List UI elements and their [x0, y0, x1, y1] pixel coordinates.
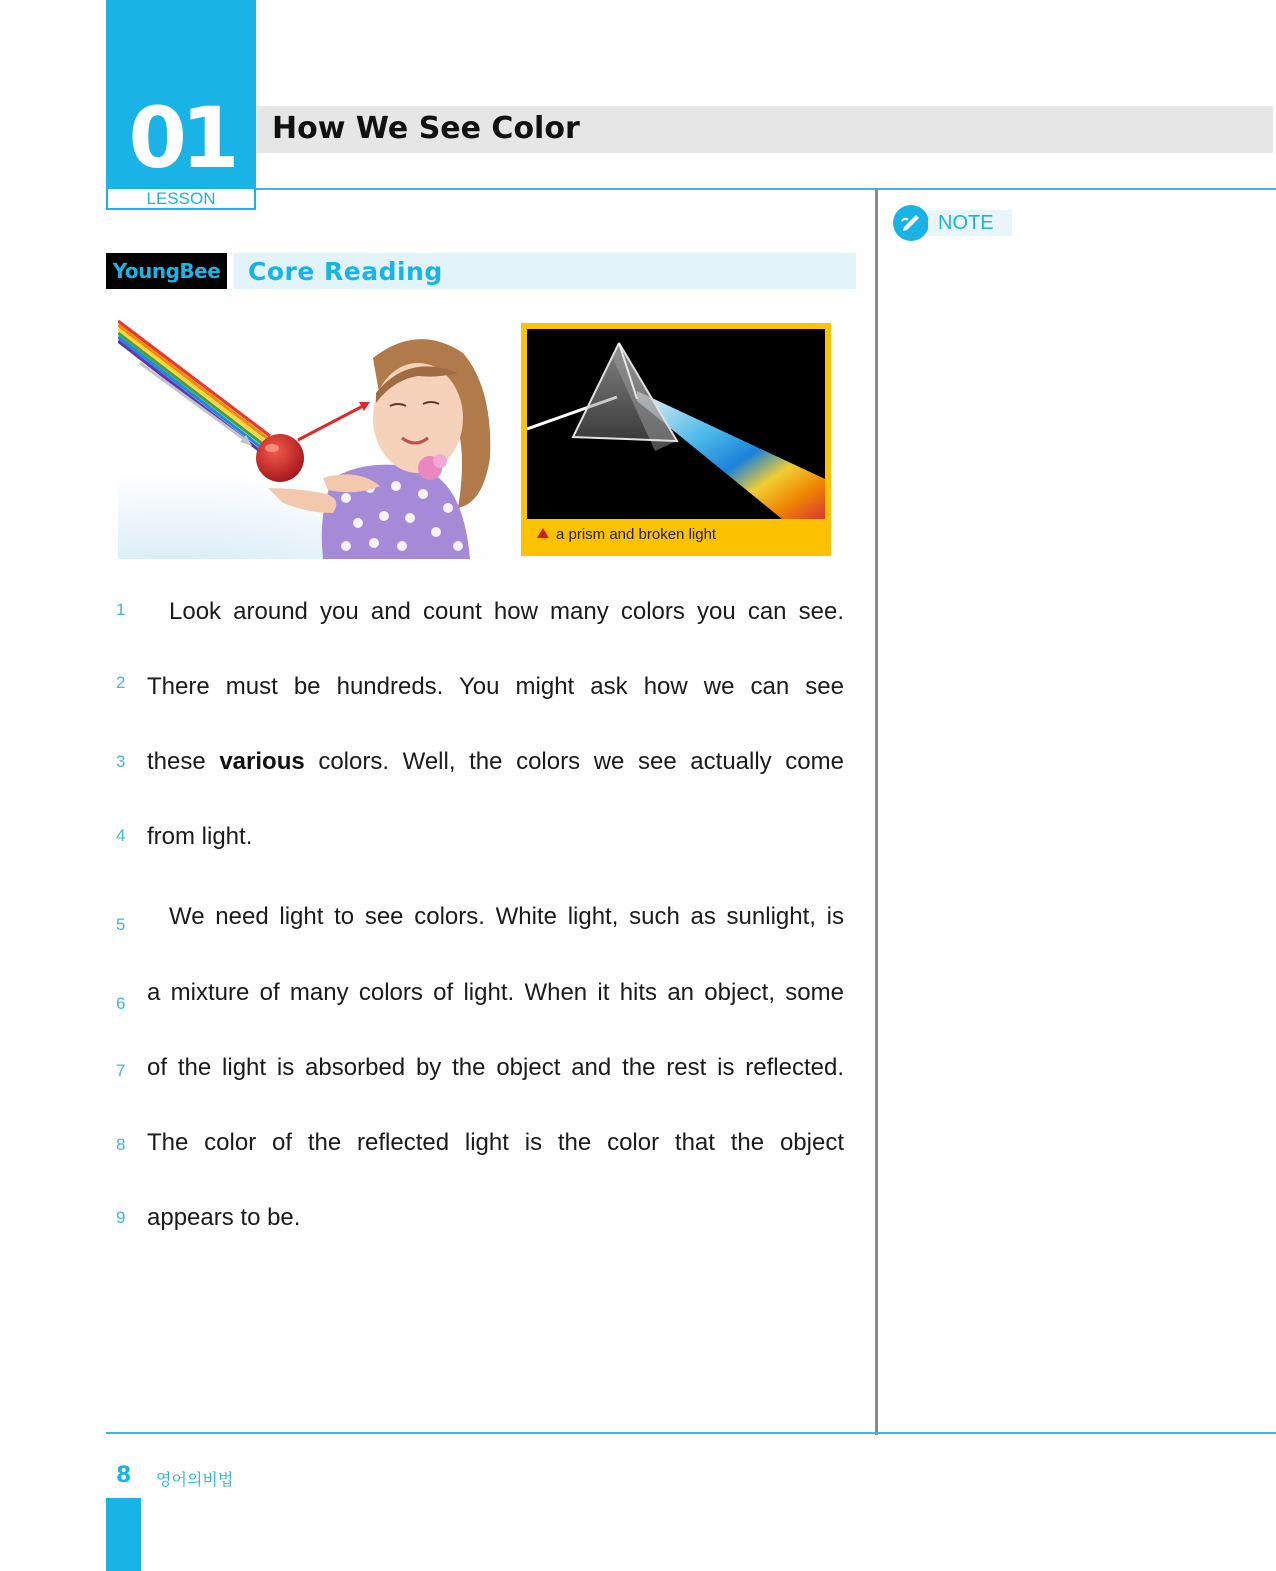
footer-accent-bar [106, 1498, 141, 1571]
triangle-marker-icon [537, 528, 549, 538]
reading-line: a mixture of many colors of light. When it hits an object, some [147, 979, 844, 1006]
lesson-badge [106, 0, 256, 212]
column-divider [875, 188, 878, 1435]
caption-text: a prism and broken light [556, 526, 717, 543]
reading-line: Look around you and count how many colors you can see. [169, 598, 844, 625]
line-number: 4 [116, 826, 126, 845]
section-header [234, 253, 856, 289]
line-number: 5 [116, 915, 126, 934]
reading-text: colors. Well, the colors we see actually come [318, 748, 844, 775]
section-title: Core Reading [248, 257, 443, 286]
prism-photo [521, 323, 831, 556]
lesson-label: LESSON [106, 189, 256, 210]
title-bar [256, 106, 1273, 153]
reading-line: We need light to see colors. White light, such as sunlight, is [169, 903, 844, 930]
line-number: 9 [116, 1208, 126, 1227]
reading-line: from light. [147, 823, 253, 850]
reading-line: The color of the reflected light is the color that the object [147, 1129, 844, 1156]
line-number: 2 [116, 673, 126, 692]
footer-divider [106, 1432, 1276, 1434]
lesson-number: 01 [128, 89, 234, 187]
line-number: 6 [116, 994, 126, 1013]
reading-line [147, 748, 844, 776]
book-title: 영어의비법 [156, 1472, 234, 1489]
brand-tag: YoungBee [106, 253, 227, 289]
pen-icon [893, 205, 929, 241]
line-number: 3 [116, 752, 126, 771]
photo-caption [537, 526, 716, 543]
prism-image [527, 329, 825, 519]
line-number: 1 [116, 600, 126, 619]
reading-line: of the light is absorbed by the object and the rest is reflected. [147, 1054, 844, 1081]
line-number: 8 [116, 1135, 126, 1154]
page-number: 8 [116, 1463, 132, 1488]
reading-text: these [147, 748, 206, 775]
reading-line: appears to be. [147, 1204, 301, 1231]
note-label: NOTE [928, 210, 1012, 236]
girl-apple-illustration [118, 318, 502, 559]
title-divider [256, 188, 1276, 190]
page-title: How We See Color [272, 111, 580, 146]
reading-line: There must be hundreds. You might ask how we can see [147, 673, 844, 700]
keyword-various: various [219, 748, 305, 775]
line-number: 7 [116, 1061, 126, 1080]
